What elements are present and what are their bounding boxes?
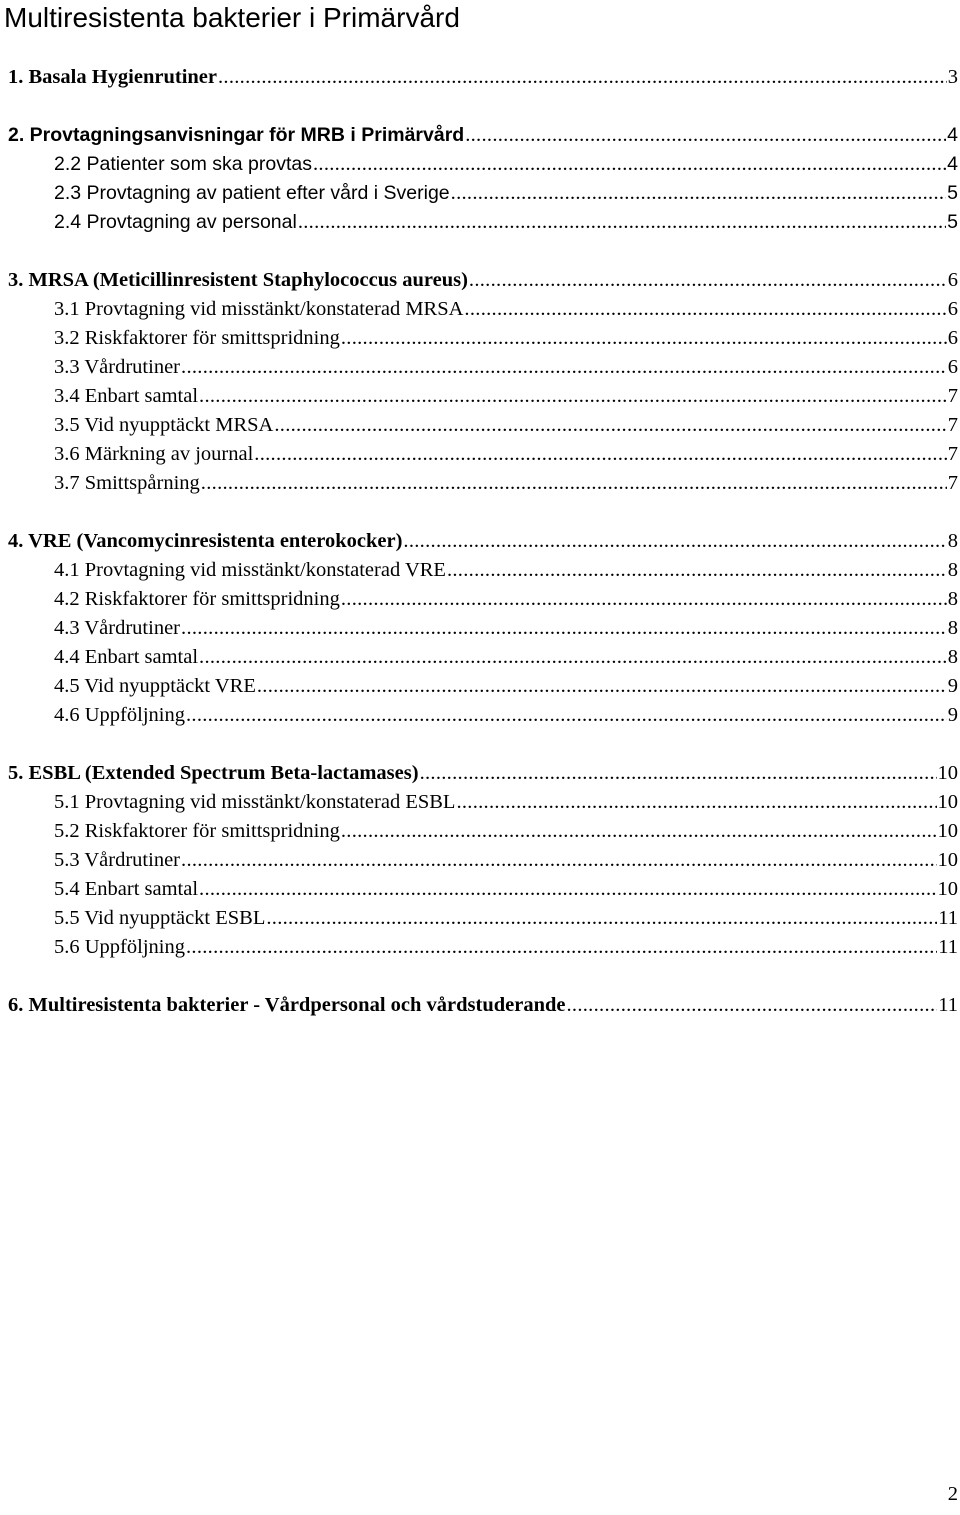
toc-dot-leader	[181, 353, 947, 382]
toc-page-number: 10	[937, 791, 958, 813]
toc-page-number: 4	[947, 153, 958, 175]
toc-dot-leader	[456, 788, 936, 817]
table-of-contents	[8, 63, 960, 1020]
toc-dot-leader	[199, 875, 936, 904]
toc-dot-leader	[341, 585, 947, 614]
toc-page-number: 8	[947, 530, 958, 552]
toc-page-number: 10	[937, 849, 958, 871]
toc-page-number: 6	[947, 298, 958, 320]
toc-entry-title: 5.6 Uppföljning	[54, 936, 185, 958]
toc-entry-title: 5.5 Vid nyupptäckt ESBL	[54, 907, 266, 929]
toc-section-entry[interactable]	[8, 440, 960, 469]
toc-page-number: 8	[947, 646, 958, 668]
document-title: Multiresistenta bakterier i Primärvård	[4, 2, 460, 33]
toc-page-number: 11	[938, 994, 958, 1016]
toc-entry-title: 4.2 Riskfaktorer för smittspridning	[54, 588, 340, 610]
toc-dot-leader	[181, 846, 936, 875]
toc-dot-leader	[201, 469, 947, 498]
page-number: 2	[947, 1483, 958, 1505]
toc-entry-title: 3.2 Riskfaktorer för smittspridning	[54, 327, 340, 349]
toc-chapter-entry[interactable]	[8, 266, 960, 295]
toc-dot-leader	[447, 556, 947, 585]
toc-dot-leader	[199, 382, 947, 411]
toc-dot-leader	[274, 411, 946, 440]
toc-entry-title: 2.4 Provtagning av personal	[54, 211, 297, 233]
toc-page-number: 8	[947, 617, 958, 639]
toc-dot-leader	[403, 527, 946, 556]
toc-dot-leader	[266, 904, 937, 933]
toc-entry-title: 6. Multiresistenta bakterier - Vårdpersonal och vårdstuderande	[8, 994, 566, 1016]
toc-dot-leader	[566, 991, 937, 1020]
toc-section-gap	[8, 92, 960, 121]
toc-section-entry[interactable]	[8, 933, 960, 962]
toc-page-number: 7	[947, 443, 958, 465]
toc-dot-leader	[186, 701, 947, 730]
toc-dot-leader	[313, 150, 946, 179]
toc-dot-leader	[341, 817, 937, 846]
toc-section-entry[interactable]	[8, 469, 960, 498]
toc-entry-title: 3.4 Enbart samtal	[54, 385, 199, 407]
toc-entry-title: 1. Basala Hygienrutiner	[8, 66, 217, 88]
toc-page-number: 4	[947, 124, 958, 146]
toc-chapter-entry[interactable]	[8, 63, 960, 92]
toc-section-entry[interactable]	[8, 556, 960, 585]
toc-section-entry[interactable]	[8, 150, 960, 179]
toc-page-number: 5	[947, 182, 958, 204]
toc-section-entry[interactable]	[8, 353, 960, 382]
toc-page-number: 5	[947, 211, 958, 233]
toc-page-number: 7	[947, 472, 958, 494]
toc-section-entry[interactable]	[8, 672, 960, 701]
toc-page-number: 6	[947, 269, 958, 291]
toc-page-number: 9	[947, 675, 958, 697]
toc-section-gap	[8, 237, 960, 266]
toc-page-number: 8	[947, 588, 958, 610]
toc-dot-leader	[451, 179, 946, 208]
toc-section-entry[interactable]	[8, 382, 960, 411]
toc-chapter-entry[interactable]	[8, 121, 960, 150]
toc-section-entry[interactable]	[8, 324, 960, 353]
toc-entry-title: 3.3 Vårdrutiner	[54, 356, 181, 378]
toc-section-entry[interactable]	[8, 208, 960, 237]
toc-entry-title: 2.3 Provtagning av patient efter vård i Sverige	[54, 182, 450, 204]
toc-page-number: 11	[938, 907, 958, 929]
toc-dot-leader	[218, 63, 947, 92]
toc-section-gap	[8, 962, 960, 991]
toc-dot-leader	[341, 324, 947, 353]
toc-entry-title: 5.2 Riskfaktorer för smittspridning	[54, 820, 340, 842]
toc-entry-title: 3.6 Märkning av journal	[54, 443, 254, 465]
toc-section-entry[interactable]	[8, 788, 960, 817]
toc-section-entry[interactable]	[8, 295, 960, 324]
toc-entry-title: 3.1 Provtagning vid misstänkt/konstaterad MRSA	[54, 298, 464, 320]
toc-entry-title: 4.4 Enbart samtal	[54, 646, 199, 668]
toc-page-number: 6	[947, 356, 958, 378]
toc-page-number: 6	[947, 327, 958, 349]
toc-entry-title: 3. MRSA (Meticillinresistent Staphylococcus aureus)	[8, 269, 468, 291]
toc-entry-title: 4.3 Vårdrutiner	[54, 617, 181, 639]
toc-entry-title: 4.1 Provtagning vid misstänkt/konstaterad VRE	[54, 559, 446, 581]
toc-section-entry[interactable]	[8, 614, 960, 643]
toc-dot-leader	[257, 672, 947, 701]
toc-dot-leader	[298, 208, 946, 237]
toc-page-number: 10	[937, 762, 958, 784]
toc-entry-title: 2.2 Patienter som ska provtas	[54, 153, 312, 175]
toc-page-number: 7	[947, 414, 958, 436]
toc-dot-leader	[420, 759, 937, 788]
toc-section-entry[interactable]	[8, 817, 960, 846]
toc-entry-title: 5.3 Vårdrutiner	[54, 849, 181, 871]
toc-dot-leader	[469, 266, 947, 295]
toc-section-entry[interactable]	[8, 179, 960, 208]
toc-chapter-entry[interactable]	[8, 759, 960, 788]
toc-page-number: 10	[937, 878, 958, 900]
toc-section-entry[interactable]	[8, 643, 960, 672]
toc-page-number: 3	[947, 66, 958, 88]
toc-section-entry[interactable]	[8, 585, 960, 614]
toc-entry-title: 3.5 Vid nyupptäckt MRSA	[54, 414, 274, 436]
toc-section-gap	[8, 498, 960, 527]
toc-entry-title: 2. Provtagningsanvisningar för MRB i Primärvård	[8, 124, 465, 146]
toc-entry-title: 4.5 Vid nyupptäckt VRE	[54, 675, 256, 697]
toc-chapter-entry[interactable]	[8, 527, 960, 556]
toc-entry-title: 4. VRE (Vancomycinresistenta enterokocker)	[8, 530, 403, 552]
toc-dot-leader	[465, 121, 946, 150]
toc-entry-title: 5.4 Enbart samtal	[54, 878, 199, 900]
toc-entry-title: 5.1 Provtagning vid misstänkt/konstaterad ESBL	[54, 791, 456, 813]
toc-page-number: 8	[947, 559, 958, 581]
toc-entry-title: 5. ESBL (Extended Spectrum Beta-lactamases)	[8, 762, 419, 784]
toc-page-number: 10	[937, 820, 958, 842]
toc-entry-title: 3.7 Smittspårning	[54, 472, 200, 494]
toc-section-entry[interactable]	[8, 904, 960, 933]
toc-page-number: 7	[947, 385, 958, 407]
toc-section-gap	[8, 730, 960, 759]
toc-dot-leader	[464, 295, 946, 324]
toc-page-number: 11	[938, 936, 958, 958]
toc-section-entry[interactable]	[8, 411, 960, 440]
toc-dot-leader	[199, 643, 947, 672]
toc-chapter-entry[interactable]	[8, 991, 960, 1020]
toc-dot-leader	[181, 614, 947, 643]
toc-dot-leader	[186, 933, 937, 962]
toc-dot-leader	[254, 440, 946, 469]
toc-section-entry[interactable]	[8, 875, 960, 904]
toc-page-number: 9	[947, 704, 958, 726]
toc-entry-title: 4.6 Uppföljning	[54, 704, 185, 726]
toc-section-entry[interactable]	[8, 701, 960, 730]
toc-section-entry[interactable]	[8, 846, 960, 875]
